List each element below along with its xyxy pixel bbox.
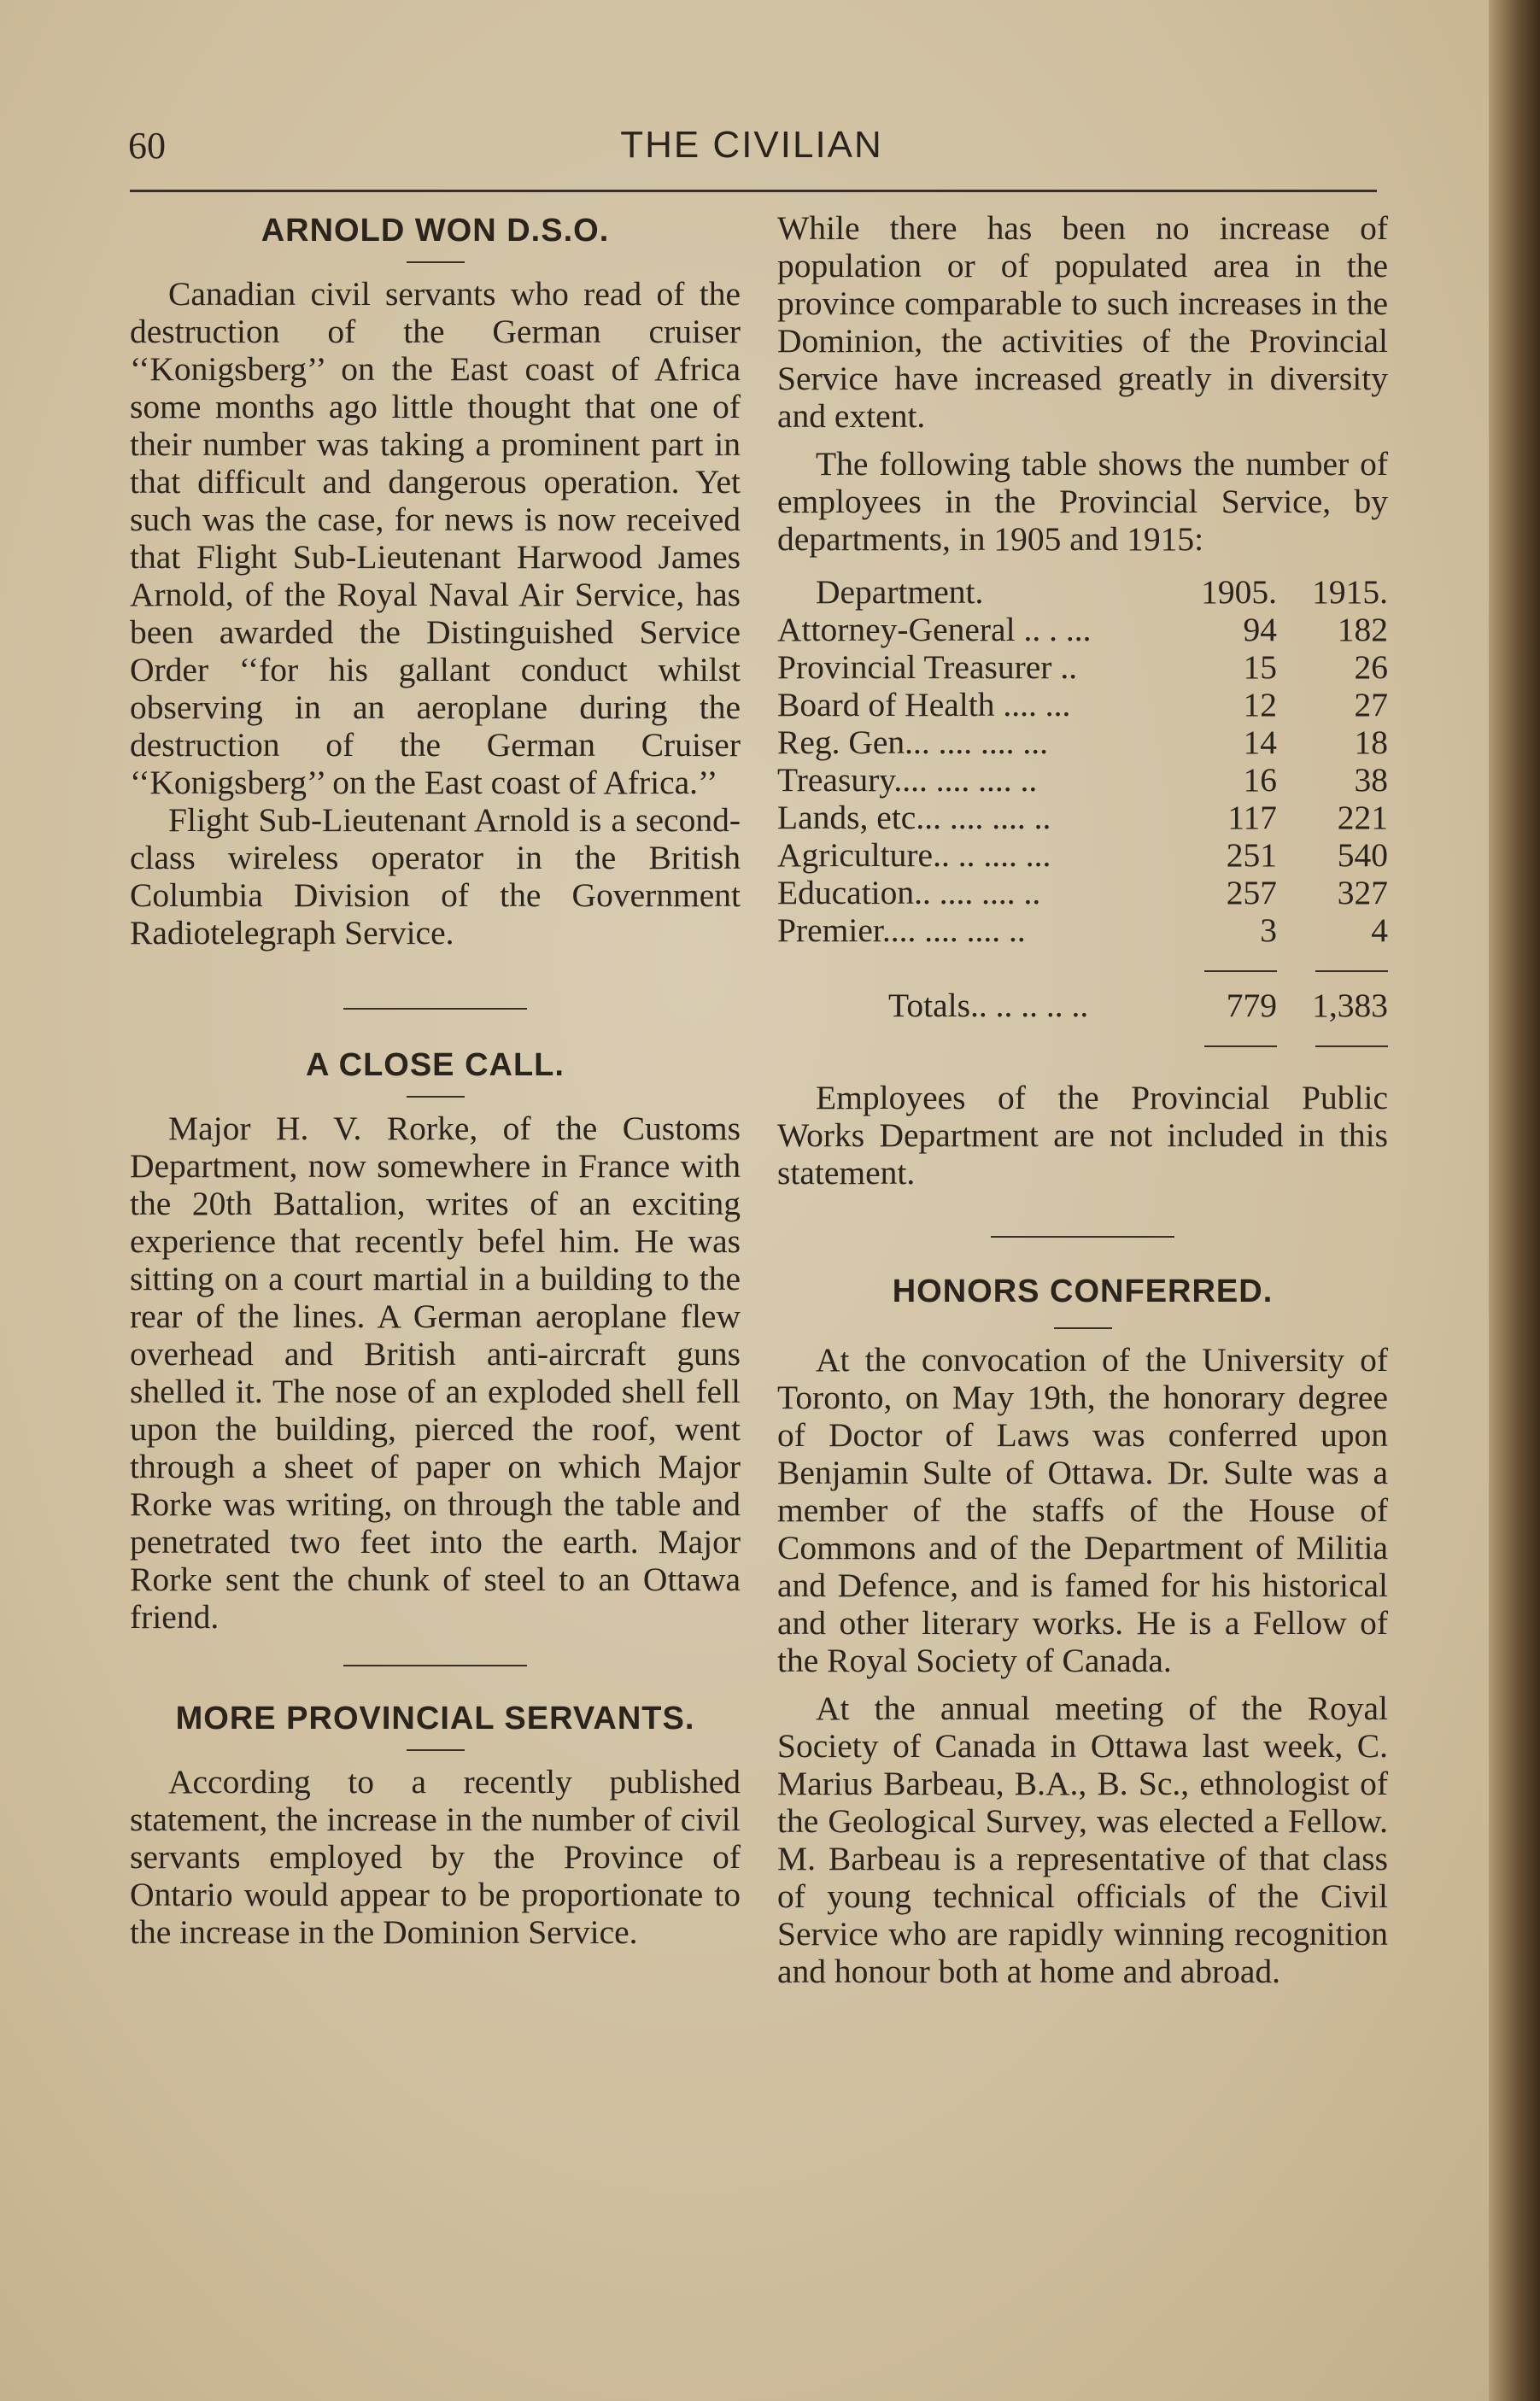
totals-rule <box>1315 1045 1388 1047</box>
article-paragraph: Major H. V. Rorke, of the Customs Department, now somewhere in France with the 20th Battalion, writes of an exciting experience that recently befel him. He was sitting on a court martial in a building to the rear of the lines. A German aeroplane flew overhead and British anti-aircraft guns shelled it. The nose of an exploded shell fell upon the building, pierced the roof, went through a sheet of paper on which Major Rorke was writing, on through the table and penetrated two feet into the earth. Major Rorke sent the chunk of steel to an Ottawa friend. <box>130 1110 741 1636</box>
article-paragraph: Canadian civil servants who read of the destruction of the German cruiser ‘‘Konigsberg’’ on the East coast of Africa some months ago little thought that one of their number was taking a prominent part in that difficult and dangerous operation. Yet such was the case, for news is now received that Flight Sub-Lieutenant Harwood James Arnold, of the Royal Naval Air Service, has been awarded the Distinguished Service Order ‘‘for his gallant conduct whilst observing in an aeroplane during the destruction of the German Cruiser ‘‘Konigsberg’’ on the East coast of Africa.’’ <box>130 275 741 801</box>
table-cell-1905: 12 <box>1243 686 1277 723</box>
continuation-paragraph: While there has been no increase of population or of populated area in the province comparable to such increases in the Dominion, the activities of the Provincial Service have increased greatly in diversity and extent. <box>777 209 1388 435</box>
table-cell-1915: 221 <box>1337 799 1388 836</box>
totals-1915: 1,383 <box>1312 987 1388 1024</box>
heading-rule <box>407 1749 465 1751</box>
table-cell-1915: 18 <box>1354 723 1388 761</box>
table-cell-1905: 14 <box>1243 723 1277 761</box>
table-row <box>777 874 1388 911</box>
table-cell-1905: 117 <box>1227 799 1277 836</box>
article-heading: A CLOSE CALL. <box>306 1047 565 1083</box>
table-row <box>777 723 1388 761</box>
article-arnold <box>130 213 741 952</box>
table-cell-department: Education.. .... .... .. <box>777 874 1041 911</box>
table-cell-department: Treasury.... .... .... .. <box>777 761 1038 799</box>
article-heading: MORE PROVINCIAL SERVANTS. <box>175 1701 695 1736</box>
totals-label: Totals.. .. .. .. .. <box>888 987 1089 1024</box>
after-table-paragraph: Employees of the Provincial Public Works Department are not included in this statement. <box>777 1079 1388 1192</box>
table-cell-1915: 38 <box>1354 761 1388 799</box>
totals-rule <box>1315 970 1388 972</box>
totals-rule-row <box>777 949 1388 987</box>
heading-rule <box>1054 1327 1112 1329</box>
totals-1905: 779 <box>1226 987 1277 1024</box>
right-column <box>777 209 1388 1990</box>
column-header: 1905. <box>1201 573 1277 611</box>
column-header: Department. <box>816 573 984 611</box>
table-cell-1905: 15 <box>1243 648 1277 686</box>
table-cell-1905: 16 <box>1243 761 1277 799</box>
article-heading: HONORS CONFERRED. <box>892 1274 1274 1309</box>
table-cell-1915: 4 <box>1371 911 1388 949</box>
totals-rule-row <box>777 1024 1388 1062</box>
table-cell-1905: 3 <box>1260 911 1277 949</box>
running-head <box>128 124 1375 175</box>
table-totals-row <box>777 987 1388 1024</box>
table-cell-department: Reg. Gen... .... .... ... <box>777 723 1049 761</box>
table-row <box>777 836 1388 874</box>
table-cell-department: Premier.... .... .... .. <box>777 911 1026 949</box>
table-cell-1915: 27 <box>1354 686 1388 723</box>
heading-rule <box>407 1096 465 1098</box>
table-cell-1915: 540 <box>1337 836 1388 874</box>
table-row <box>777 648 1388 686</box>
table-cell-department: Board of Health .... ... <box>777 686 1071 723</box>
totals-rule <box>1204 970 1277 972</box>
column-header: 1915. <box>1312 573 1388 611</box>
article-paragraph: At the convocation of the University of Toronto, on May 19th, the honorary degree of Doctor of Laws was conferred upon Benjamin Sulte of Ottawa. Dr. Sulte was a member of the staffs of the House of Commons and of the Department of Militia and Defence, and is famed for his historical and other literary works. He is a Fellow of the Royal Society of Canada. <box>777 1341 1388 1679</box>
table-header-row <box>777 573 1388 611</box>
left-column <box>130 209 741 1951</box>
table-cell-1915: 182 <box>1337 611 1388 648</box>
table-cell-department: Attorney-General .. . ... <box>777 611 1092 648</box>
article-close-call <box>130 1047 741 1636</box>
table-cell-department: Agriculture.. .. .... ... <box>777 836 1051 874</box>
table-cell-1905: 257 <box>1226 874 1277 911</box>
article-paragraph: According to a recently published statement, the increase in the number of civil servants employed by the Province of Ontario would appear to be proportionate to the increase in the Dominion Service. <box>130 1763 741 1951</box>
table-cell-1915: 26 <box>1354 648 1388 686</box>
journal-title: THE CIVILIAN <box>620 124 883 166</box>
table-cell-1905: 94 <box>1243 611 1277 648</box>
table-row <box>777 761 1388 799</box>
table-row <box>777 911 1388 949</box>
table-cell-department: Provincial Treasurer .. <box>777 648 1078 686</box>
article-heading: ARNOLD WON D.S.O. <box>261 213 610 249</box>
article-paragraph: Flight Sub-Lieutenant Arnold is a second-class wireless operator in the British Columbia Division of the Government Radiotelegraph Service. <box>130 801 741 952</box>
table-row <box>777 799 1388 836</box>
table-row <box>777 611 1388 648</box>
employees-table <box>777 573 1388 1062</box>
article-honors <box>777 1274 1388 1990</box>
continuation-paragraph: The following table shows the number of employees in the Provincial Service, by departments, in 1905 and 1915: <box>777 445 1388 558</box>
table-cell-1905: 251 <box>1226 836 1277 874</box>
table-cell-1915: 327 <box>1337 874 1388 911</box>
table-row <box>777 686 1388 723</box>
book-spine-shadow <box>1489 0 1540 2401</box>
article-provincial-servants <box>130 1701 741 1951</box>
table-cell-department: Lands, etc... .... .... .. <box>777 799 1051 836</box>
totals-rule <box>1204 1045 1277 1047</box>
heading-rule <box>407 261 465 263</box>
header-rule <box>130 190 1377 192</box>
page-number: 60 <box>128 125 166 167</box>
article-paragraph: At the annual meeting of the Royal Society of Canada in Ottawa last week, C. Marius Barbeau, B.A., B. Sc., ethnologist of the Geological Survey, was elected a Fellow. M. Barbeau is a representative of that class of young technical officials of the Civil Service who are rapidly winning recognition and honour both at home and abroad. <box>777 1689 1388 1990</box>
